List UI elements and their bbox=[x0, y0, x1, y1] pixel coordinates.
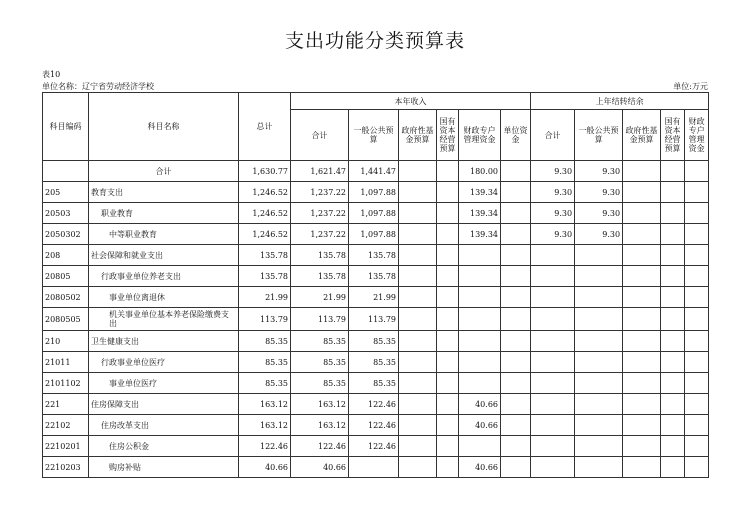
cell-value bbox=[437, 266, 459, 287]
cell-value bbox=[531, 394, 575, 415]
cell-value bbox=[437, 394, 459, 415]
cell-value bbox=[661, 436, 685, 457]
cell-value bbox=[623, 415, 661, 436]
table-row bbox=[43, 457, 709, 478]
cell-value: 139.34 bbox=[459, 182, 501, 203]
cell-value: 9.30 bbox=[575, 203, 623, 224]
budget-table bbox=[42, 92, 709, 478]
cell-value bbox=[501, 266, 531, 287]
cell-value bbox=[685, 373, 709, 394]
table-row bbox=[43, 415, 709, 436]
row-name: 事业单位医疗 bbox=[89, 373, 239, 394]
cell-value bbox=[399, 266, 437, 287]
header-prior-capital: 国有资本经营预算 bbox=[661, 110, 685, 161]
table-row bbox=[43, 394, 709, 415]
cell-value: 21.99 bbox=[349, 287, 399, 308]
cell-value bbox=[399, 287, 437, 308]
cell-value bbox=[661, 352, 685, 373]
cell-value bbox=[531, 266, 575, 287]
cell-value bbox=[685, 436, 709, 457]
cell-value: 1,621.47 bbox=[291, 161, 349, 182]
cell-value bbox=[501, 245, 531, 266]
cell-value bbox=[623, 266, 661, 287]
cell-value bbox=[399, 457, 437, 478]
unit-label: 单位:万元 bbox=[673, 82, 708, 91]
header-prior-general: 一般公共预算 bbox=[575, 110, 623, 161]
header-current-unit: 单位资金 bbox=[501, 110, 531, 161]
cell-value bbox=[685, 352, 709, 373]
cell-value bbox=[575, 266, 623, 287]
cell-value bbox=[623, 394, 661, 415]
cell-value bbox=[531, 245, 575, 266]
cell-value: 1,237.22 bbox=[291, 203, 349, 224]
cell-value: 180.00 bbox=[459, 161, 501, 182]
row-name: 住房改革支出 bbox=[89, 415, 239, 436]
row-name: 行政事业单位养老支出 bbox=[89, 266, 239, 287]
cell-value bbox=[623, 182, 661, 203]
row-code: 2080505 bbox=[43, 308, 89, 331]
cell-value bbox=[661, 308, 685, 331]
row-code bbox=[43, 161, 89, 182]
cell-value: 85.35 bbox=[349, 373, 399, 394]
header-current-year: 本年收入 bbox=[291, 93, 531, 110]
cell-value: 1,246.52 bbox=[239, 182, 291, 203]
cell-value: 1,097.88 bbox=[349, 182, 399, 203]
cell-value bbox=[437, 224, 459, 245]
cell-value: 135.78 bbox=[349, 245, 399, 266]
page-title: 支出功能分类预算表 bbox=[284, 30, 465, 52]
header-prior-year: 上年结转结余 bbox=[531, 93, 709, 110]
cell-value: 163.12 bbox=[291, 415, 349, 436]
row-code: 2101102 bbox=[43, 373, 89, 394]
cell-value: 122.46 bbox=[349, 394, 399, 415]
cell-value: 1,237.22 bbox=[291, 182, 349, 203]
cell-value bbox=[661, 373, 685, 394]
cell-value: 9.30 bbox=[575, 182, 623, 203]
cell-value bbox=[501, 182, 531, 203]
cell-value bbox=[623, 308, 661, 331]
cell-value bbox=[459, 245, 501, 266]
header-current-capital: 国有资本经营预算 bbox=[437, 110, 459, 161]
table-row bbox=[43, 308, 709, 331]
table-row bbox=[43, 182, 709, 203]
header-current-general: 一般公共预算 bbox=[349, 110, 399, 161]
cell-value bbox=[575, 331, 623, 352]
cell-value: 9.30 bbox=[531, 182, 575, 203]
row-code: 22102 bbox=[43, 415, 89, 436]
cell-value bbox=[661, 245, 685, 266]
cell-value: 85.35 bbox=[239, 331, 291, 352]
cell-value bbox=[531, 331, 575, 352]
cell-value bbox=[437, 287, 459, 308]
cell-value bbox=[459, 352, 501, 373]
cell-value bbox=[661, 266, 685, 287]
cell-value bbox=[437, 457, 459, 478]
cell-value bbox=[399, 308, 437, 331]
table-row bbox=[43, 373, 709, 394]
cell-value bbox=[575, 436, 623, 457]
cell-value bbox=[459, 266, 501, 287]
cell-value: 163.12 bbox=[239, 394, 291, 415]
cell-value bbox=[399, 245, 437, 266]
cell-value bbox=[685, 245, 709, 266]
cell-value bbox=[575, 394, 623, 415]
cell-value bbox=[501, 287, 531, 308]
cell-value bbox=[501, 308, 531, 331]
cell-value: 113.79 bbox=[239, 308, 291, 331]
cell-value bbox=[661, 203, 685, 224]
cell-value bbox=[661, 161, 685, 182]
cell-value: 40.66 bbox=[291, 457, 349, 478]
row-name: 购房补贴 bbox=[89, 457, 239, 478]
row-name: 行政事业单位医疗 bbox=[89, 352, 239, 373]
cell-value: 9.30 bbox=[531, 203, 575, 224]
cell-value: 9.30 bbox=[575, 161, 623, 182]
cell-value bbox=[575, 287, 623, 308]
row-code: 221 bbox=[43, 394, 89, 415]
cell-value bbox=[575, 352, 623, 373]
table-number: 表10 bbox=[42, 70, 61, 79]
row-name: 事业单位离退休 bbox=[89, 287, 239, 308]
row-name: 卫生健康支出 bbox=[89, 331, 239, 352]
header-total: 总计 bbox=[239, 93, 291, 161]
cell-value: 122.46 bbox=[349, 415, 399, 436]
cell-value bbox=[661, 287, 685, 308]
table-row bbox=[43, 352, 709, 373]
cell-value bbox=[399, 224, 437, 245]
cell-value bbox=[575, 457, 623, 478]
table-row bbox=[43, 331, 709, 352]
row-name: 教育支出 bbox=[89, 182, 239, 203]
cell-value bbox=[685, 394, 709, 415]
cell-value bbox=[437, 415, 459, 436]
cell-value bbox=[661, 224, 685, 245]
cell-value: 40.66 bbox=[239, 457, 291, 478]
cell-value bbox=[531, 457, 575, 478]
cell-value bbox=[623, 436, 661, 457]
cell-value bbox=[459, 308, 501, 331]
cell-value: 1,097.88 bbox=[349, 224, 399, 245]
table-row bbox=[43, 161, 709, 182]
cell-value: 9.30 bbox=[531, 224, 575, 245]
cell-value bbox=[575, 415, 623, 436]
cell-value bbox=[399, 352, 437, 373]
cell-value bbox=[459, 373, 501, 394]
cell-value: 9.30 bbox=[531, 161, 575, 182]
cell-value bbox=[437, 352, 459, 373]
row-name: 住房保障支出 bbox=[89, 394, 239, 415]
row-name: 中等职业教育 bbox=[89, 224, 239, 245]
row-code: 2050302 bbox=[43, 224, 89, 245]
cell-value bbox=[437, 203, 459, 224]
row-name: 机关事业单位基本养老保险缴费支出 bbox=[89, 308, 239, 331]
row-name: 住房公积金 bbox=[89, 436, 239, 457]
cell-value: 9.30 bbox=[575, 224, 623, 245]
cell-value bbox=[623, 224, 661, 245]
header-prior-special: 财政专户管理资金 bbox=[685, 110, 709, 161]
cell-value: 1,246.52 bbox=[239, 224, 291, 245]
cell-value: 135.78 bbox=[239, 266, 291, 287]
cell-value bbox=[685, 308, 709, 331]
row-code: 210 bbox=[43, 331, 89, 352]
cell-value bbox=[685, 287, 709, 308]
cell-value: 1,246.52 bbox=[239, 203, 291, 224]
cell-value: 21.99 bbox=[291, 287, 349, 308]
cell-value: 122.46 bbox=[239, 436, 291, 457]
cell-value bbox=[437, 161, 459, 182]
row-code: 205 bbox=[43, 182, 89, 203]
cell-value: 1,097.88 bbox=[349, 203, 399, 224]
cell-value bbox=[661, 415, 685, 436]
cell-value: 85.35 bbox=[291, 352, 349, 373]
table-row bbox=[43, 245, 709, 266]
cell-value bbox=[575, 308, 623, 331]
unit-name: 单位名称：辽宁省劳动经济学校 bbox=[42, 82, 154, 91]
cell-value bbox=[437, 245, 459, 266]
cell-value: 21.99 bbox=[239, 287, 291, 308]
cell-value bbox=[501, 203, 531, 224]
row-code: 2210201 bbox=[43, 436, 89, 457]
cell-value bbox=[623, 203, 661, 224]
cell-value bbox=[399, 161, 437, 182]
header-current-fund: 政府性基金预算 bbox=[399, 110, 437, 161]
cell-value bbox=[459, 331, 501, 352]
row-name: 社会保障和就业支出 bbox=[89, 245, 239, 266]
cell-value bbox=[623, 331, 661, 352]
cell-value: 40.66 bbox=[459, 415, 501, 436]
header-prior-fund: 政府性基金预算 bbox=[623, 110, 661, 161]
cell-value bbox=[685, 161, 709, 182]
cell-value: 1,630.77 bbox=[239, 161, 291, 182]
cell-value: 135.78 bbox=[349, 266, 399, 287]
cell-value bbox=[399, 331, 437, 352]
cell-value bbox=[399, 182, 437, 203]
cell-value bbox=[437, 373, 459, 394]
cell-value bbox=[437, 182, 459, 203]
cell-value: 85.35 bbox=[291, 373, 349, 394]
cell-value: 85.35 bbox=[239, 373, 291, 394]
cell-value: 113.79 bbox=[349, 308, 399, 331]
cell-value bbox=[685, 224, 709, 245]
row-name: 合计 bbox=[89, 161, 239, 182]
cell-value: 163.12 bbox=[291, 394, 349, 415]
cell-value bbox=[501, 352, 531, 373]
cell-value: 1,237.22 bbox=[291, 224, 349, 245]
cell-value bbox=[437, 436, 459, 457]
cell-value bbox=[459, 436, 501, 457]
cell-value bbox=[501, 161, 531, 182]
row-code: 208 bbox=[43, 245, 89, 266]
cell-value bbox=[685, 182, 709, 203]
cell-value: 122.46 bbox=[291, 436, 349, 457]
cell-value bbox=[685, 266, 709, 287]
cell-value bbox=[623, 352, 661, 373]
table-row bbox=[43, 287, 709, 308]
cell-value bbox=[685, 415, 709, 436]
cell-value bbox=[661, 331, 685, 352]
cell-value: 85.35 bbox=[239, 352, 291, 373]
cell-value: 135.78 bbox=[291, 266, 349, 287]
cell-value: 113.79 bbox=[291, 308, 349, 331]
header-name: 科目名称 bbox=[89, 93, 239, 161]
cell-value bbox=[685, 203, 709, 224]
cell-value bbox=[501, 331, 531, 352]
row-code: 2210203 bbox=[43, 457, 89, 478]
cell-value bbox=[623, 373, 661, 394]
cell-value: 163.12 bbox=[239, 415, 291, 436]
table-row bbox=[43, 203, 709, 224]
cell-value bbox=[531, 415, 575, 436]
cell-value bbox=[459, 287, 501, 308]
cell-value bbox=[685, 457, 709, 478]
cell-value bbox=[399, 436, 437, 457]
cell-value: 40.66 bbox=[459, 394, 501, 415]
table-row bbox=[43, 224, 709, 245]
cell-value: 1,441.47 bbox=[349, 161, 399, 182]
cell-value: 122.46 bbox=[349, 436, 399, 457]
cell-value bbox=[531, 436, 575, 457]
cell-value: 85.35 bbox=[349, 352, 399, 373]
cell-value bbox=[623, 245, 661, 266]
header-current-special: 财政专户管理资金 bbox=[459, 110, 501, 161]
cell-value: 85.35 bbox=[291, 331, 349, 352]
row-code: 20503 bbox=[43, 203, 89, 224]
cell-value: 135.78 bbox=[239, 245, 291, 266]
row-code: 21011 bbox=[43, 352, 89, 373]
cell-value: 40.66 bbox=[459, 457, 501, 478]
cell-value bbox=[437, 308, 459, 331]
cell-value bbox=[501, 457, 531, 478]
cell-value bbox=[531, 373, 575, 394]
header-prior-subtotal: 合计 bbox=[531, 110, 575, 161]
table-row bbox=[43, 436, 709, 457]
cell-value bbox=[623, 457, 661, 478]
cell-value bbox=[399, 373, 437, 394]
row-name: 职业教育 bbox=[89, 203, 239, 224]
cell-value: 139.34 bbox=[459, 203, 501, 224]
cell-value bbox=[575, 373, 623, 394]
table-body bbox=[43, 161, 709, 478]
cell-value bbox=[399, 203, 437, 224]
header-current-subtotal: 合计 bbox=[291, 110, 349, 161]
cell-value bbox=[623, 161, 661, 182]
cell-value bbox=[531, 308, 575, 331]
cell-value bbox=[501, 373, 531, 394]
cell-value bbox=[531, 352, 575, 373]
cell-value: 139.34 bbox=[459, 224, 501, 245]
table-row bbox=[43, 266, 709, 287]
cell-value bbox=[661, 394, 685, 415]
cell-value bbox=[623, 287, 661, 308]
cell-value bbox=[399, 415, 437, 436]
cell-value bbox=[501, 394, 531, 415]
cell-value bbox=[661, 457, 685, 478]
cell-value: 135.78 bbox=[291, 245, 349, 266]
row-code: 20805 bbox=[43, 266, 89, 287]
cell-value bbox=[661, 182, 685, 203]
cell-value bbox=[399, 394, 437, 415]
header-code: 科目编码 bbox=[43, 93, 89, 161]
cell-value bbox=[531, 287, 575, 308]
cell-value bbox=[349, 457, 399, 478]
cell-value bbox=[501, 415, 531, 436]
cell-value: 85.35 bbox=[349, 331, 399, 352]
cell-value bbox=[575, 245, 623, 266]
cell-value bbox=[501, 436, 531, 457]
cell-value bbox=[501, 224, 531, 245]
cell-value bbox=[437, 331, 459, 352]
cell-value bbox=[685, 331, 709, 352]
row-code: 2080502 bbox=[43, 287, 89, 308]
